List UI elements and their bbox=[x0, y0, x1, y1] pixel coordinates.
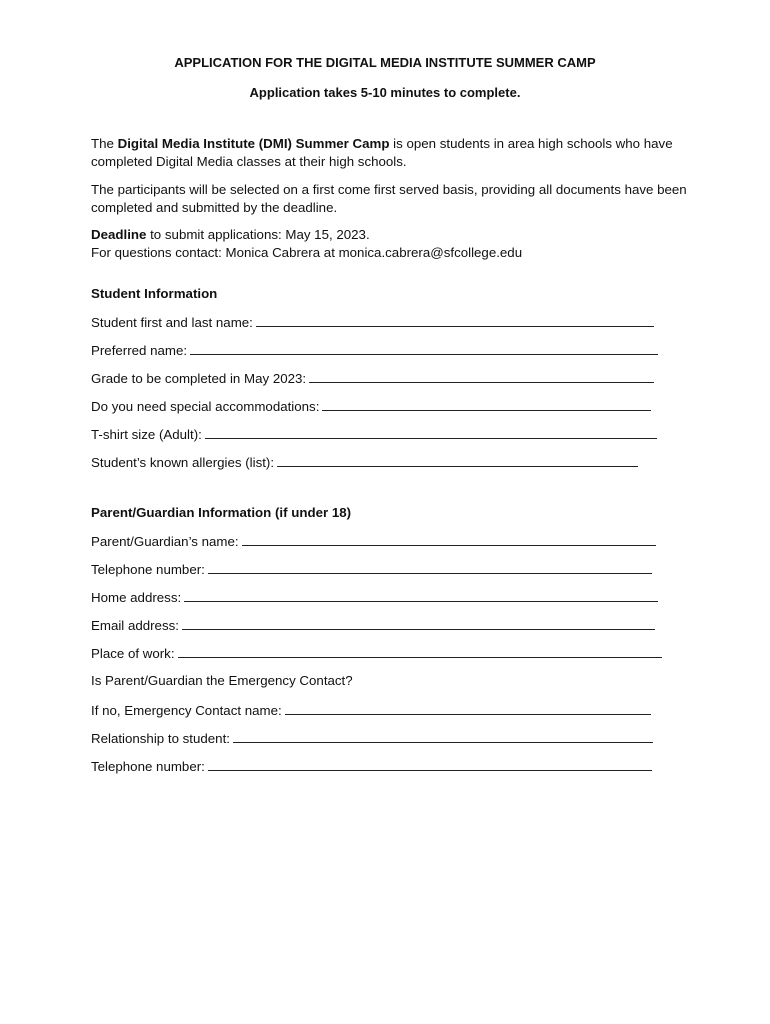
grade-line[interactable] bbox=[309, 370, 654, 383]
emergency-contact-question: Is Parent/Guardian the Emergency Contact? bbox=[91, 673, 353, 688]
field-label: Parent/Guardian’s name: bbox=[91, 534, 239, 549]
student-name-field[interactable] bbox=[91, 314, 654, 330]
guardian-name-line[interactable] bbox=[242, 533, 656, 546]
student-section-heading: Student Information bbox=[91, 286, 218, 301]
email-address-field[interactable] bbox=[91, 617, 655, 633]
grade-field[interactable] bbox=[91, 370, 654, 386]
emergency-phone-field[interactable] bbox=[91, 758, 652, 774]
field-label: If no, Emergency Contact name: bbox=[91, 703, 282, 718]
home-address-line[interactable] bbox=[184, 589, 658, 602]
document-subtitle: Application takes 5-10 minutes to complete. bbox=[249, 85, 521, 100]
field-label: T-shirt size (Adult): bbox=[91, 427, 202, 442]
camp-name: Digital Media Institute (DMI) Summer Camp bbox=[117, 136, 390, 151]
accommodations-line[interactable] bbox=[322, 398, 651, 411]
contact-text: For questions contact: Monica Cabrera at monica.cabrera@sfcollege.edu bbox=[91, 245, 523, 260]
field-label: Relationship to student: bbox=[91, 731, 230, 746]
allergies-field[interactable] bbox=[91, 454, 638, 470]
field-label: Preferred name: bbox=[91, 343, 188, 358]
preferred-name-line[interactable] bbox=[190, 342, 658, 355]
intro-rest: is open students in area high schools who have completed Digital Media classes at their high schools. bbox=[91, 136, 673, 169]
field-label: Email address: bbox=[91, 618, 179, 633]
emergency-phone-line[interactable] bbox=[208, 758, 652, 771]
field-label: Place of work: bbox=[91, 646, 175, 661]
deadline-label: Deadline bbox=[91, 227, 147, 242]
guardian-section-heading: Parent/Guardian Information (if under 18) bbox=[91, 505, 352, 520]
field-label: Home address: bbox=[91, 590, 182, 605]
student-name-line[interactable] bbox=[256, 314, 654, 327]
intro-paragraph-1 bbox=[91, 135, 691, 171]
relationship-line[interactable] bbox=[233, 730, 653, 743]
field-label: Telephone number: bbox=[91, 562, 205, 577]
field-label: Do you need special accommodations: bbox=[91, 399, 320, 414]
field-label: Grade to be completed in May 2023: bbox=[91, 371, 307, 386]
field-label: Student first and last name: bbox=[91, 315, 253, 330]
email-address-line[interactable] bbox=[182, 617, 655, 630]
place-of-work-line[interactable] bbox=[178, 645, 662, 658]
field-label: Student’s known allergies (list): bbox=[91, 455, 275, 470]
emergency-contact-name-line[interactable] bbox=[285, 702, 651, 715]
guardian-name-field[interactable] bbox=[91, 533, 656, 549]
tshirt-size-line[interactable] bbox=[205, 426, 657, 439]
place-of-work-field[interactable] bbox=[91, 645, 662, 661]
home-address-field[interactable] bbox=[91, 589, 658, 605]
field-label: Telephone number: bbox=[91, 759, 205, 774]
emergency-contact-name-field[interactable] bbox=[91, 702, 651, 718]
relationship-field[interactable] bbox=[91, 730, 653, 746]
intro-prefix: The bbox=[91, 136, 118, 151]
tshirt-size-field[interactable] bbox=[91, 426, 657, 442]
guardian-phone-field[interactable] bbox=[91, 561, 652, 577]
deadline-text: to submit applications: May 15, 2023. bbox=[146, 227, 370, 242]
document-title: APPLICATION FOR THE DIGITAL MEDIA INSTITUTE SUMMER CAMP bbox=[174, 55, 596, 70]
accommodations-field[interactable] bbox=[91, 398, 651, 414]
guardian-phone-line[interactable] bbox=[208, 561, 652, 574]
intro-paragraph-2: The participants will be selected on a first come first served basis, providing all documents have been completed and submitted by the deadline. bbox=[91, 182, 687, 215]
deadline-paragraph bbox=[91, 226, 691, 262]
preferred-name-field[interactable] bbox=[91, 342, 658, 358]
allergies-line[interactable] bbox=[277, 454, 638, 467]
